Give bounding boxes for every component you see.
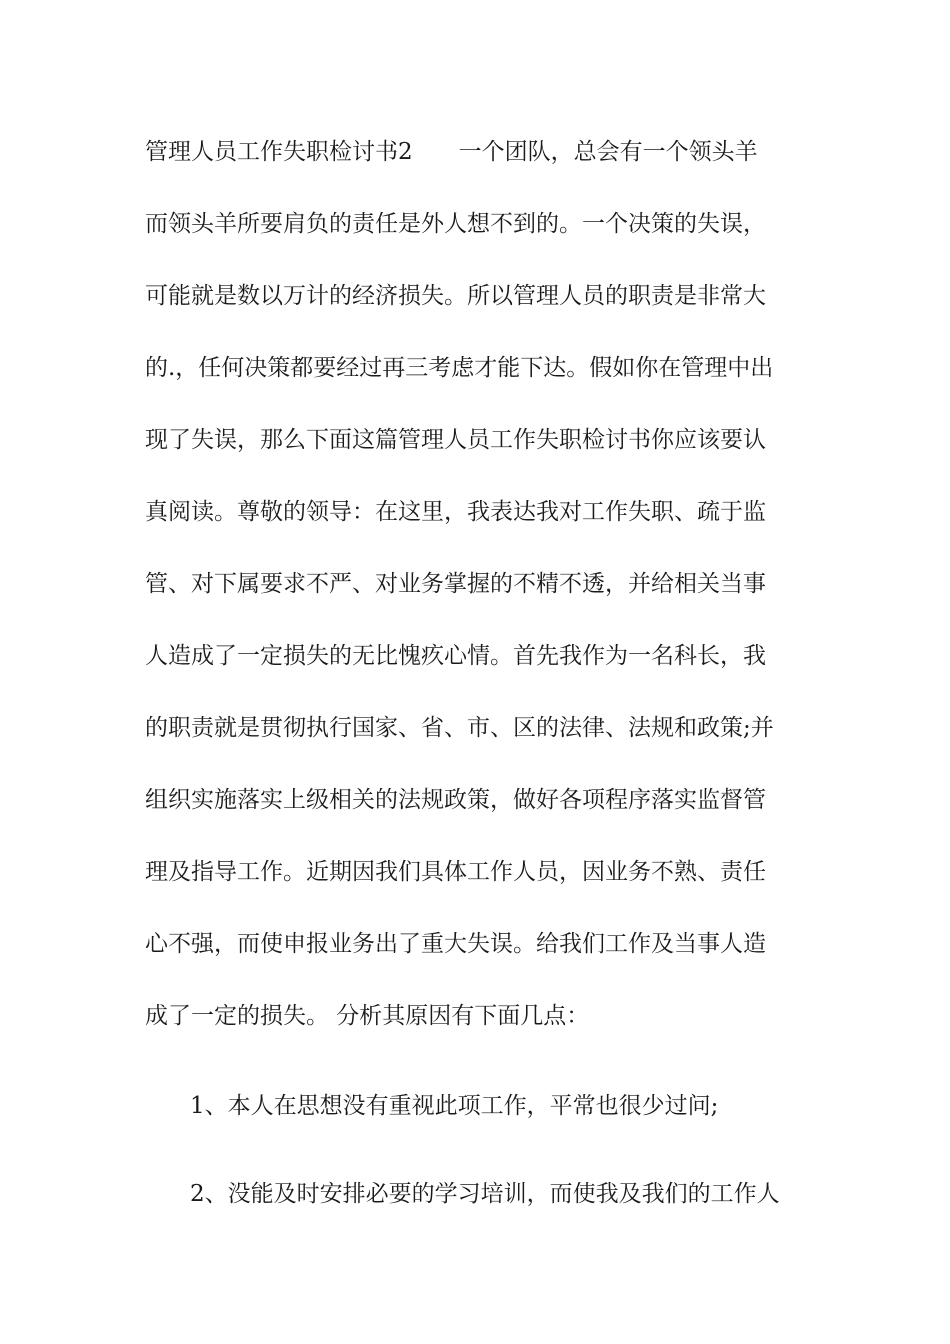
body-text-line: 管理人员工作失职检讨书2 一个团队，总会有一个领头羊 [145, 139, 758, 165]
list-item: 2、没能及时安排必要的学习培训，而使我及我们的工作人 [190, 1181, 780, 1207]
body-text-line: 而领头羊所要肩负的责任是外人想不到的。一个决策的失误， [145, 211, 766, 237]
body-text-line: 理及指导工作。近期因我们具体工作人员，因业务不熟、责任 [145, 859, 766, 885]
body-text-line: 现了失误，那么下面这篇管理人员工作失职检讨书你应该要认 [145, 427, 766, 453]
body-text-line: 心不强，而使申报业务出了重大失误。给我们工作及当事人造 [145, 931, 766, 957]
list-item: 1、本人在思想没有重视此项工作，平常也很少过问; [190, 1093, 719, 1119]
body-text-line: 的.，任何决策都要经过再三考虑才能下达。假如你在管理中出 [145, 355, 774, 381]
body-text-line: 管、对下属要求不严、对业务掌握的不精不透，并给相关当事 [145, 571, 766, 597]
body-text-line: 真阅读。尊敬的领导：在这里，我表达我对工作失职、疏于监 [145, 499, 766, 525]
body-text-line: 成了一定的损失。 分析其原因有下面几点： [145, 1003, 590, 1029]
body-text-line: 人造成了一定损失的无比愧疚心情。首先我作为一名科长，我 [145, 643, 766, 669]
body-text-line: 的职责就是贯彻执行国家、省、市、区的法律、法规和政策;并 [145, 715, 774, 741]
body-text-line: 可能就是数以万计的经济损失。所以管理人员的职责是非常大 [145, 283, 766, 309]
body-text-line: 组织实施落实上级相关的法规政策，做好各项程序落实监督管 [145, 787, 766, 813]
